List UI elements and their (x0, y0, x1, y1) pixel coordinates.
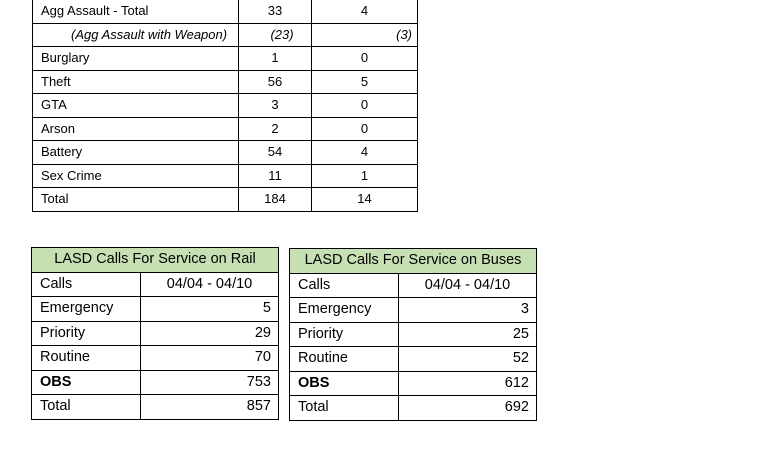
crime-count: 184 (239, 188, 312, 212)
table-row (33, 141, 418, 165)
crime-count: (23) (239, 23, 312, 47)
column-label: Calls (290, 273, 399, 298)
call-type: OBS (32, 370, 141, 395)
call-type: Priority (32, 321, 141, 346)
table-row (32, 370, 279, 395)
rail-calls-table (31, 247, 279, 420)
table-row (290, 273, 537, 298)
table-row (290, 298, 537, 323)
crime-count: 1 (312, 164, 418, 188)
table-row (290, 371, 537, 396)
call-count: 692 (399, 396, 537, 421)
call-type: Emergency (32, 297, 141, 322)
crime-count: 0 (312, 117, 418, 141)
call-type: Routine (32, 346, 141, 371)
table-row (33, 94, 418, 118)
table-row-total (290, 396, 537, 421)
call-type: Routine (290, 347, 399, 372)
crime-category: Theft (33, 70, 239, 94)
call-count: 5 (141, 297, 279, 322)
crime-category: Sex Crime (33, 164, 239, 188)
table-header-row (290, 249, 537, 274)
call-count: 753 (141, 370, 279, 395)
call-type: OBS (290, 371, 399, 396)
table-row (32, 272, 279, 297)
table-row (290, 322, 537, 347)
table-row (32, 297, 279, 322)
call-count: 3 (399, 298, 537, 323)
crime-count: 1 (239, 47, 312, 71)
crime-category: GTA (33, 94, 239, 118)
table-title: LASD Calls For Service on Rail (32, 248, 279, 273)
table-row (33, 70, 418, 94)
crime-count: 4 (312, 141, 418, 165)
crime-count: (3) (312, 23, 418, 47)
crime-count: 5 (312, 70, 418, 94)
table-header-row (32, 248, 279, 273)
crime-count: 2 (239, 117, 312, 141)
crime-category: (Agg Assault with Weapon) (33, 23, 239, 47)
crime-count: 56 (239, 70, 312, 94)
table-row-total (33, 188, 418, 212)
crime-count: 14 (312, 188, 418, 212)
date-range: 04/04 - 04/10 (399, 273, 537, 298)
call-count: 857 (141, 395, 279, 420)
table-row (32, 321, 279, 346)
call-type: Total (290, 396, 399, 421)
table-title: LASD Calls For Service on Buses (290, 249, 537, 274)
table-row (33, 47, 418, 71)
table-row-total (32, 395, 279, 420)
table-row (33, 0, 418, 23)
call-count: 25 (399, 322, 537, 347)
crime-count: 3 (239, 94, 312, 118)
call-count: 52 (399, 347, 537, 372)
call-count: 29 (141, 321, 279, 346)
column-label: Calls (32, 272, 141, 297)
crime-count: 54 (239, 141, 312, 165)
date-range: 04/04 - 04/10 (141, 272, 279, 297)
crime-summary-table (32, 0, 418, 212)
crime-count: 4 (312, 0, 418, 23)
table-row (290, 347, 537, 372)
table-row (33, 23, 418, 47)
crime-count: 33 (239, 0, 312, 23)
crime-count: 0 (312, 47, 418, 71)
call-count: 70 (141, 346, 279, 371)
crime-count: 0 (312, 94, 418, 118)
call-type: Total (32, 395, 141, 420)
call-type: Emergency (290, 298, 399, 323)
call-count: 612 (399, 371, 537, 396)
crime-count: 11 (239, 164, 312, 188)
crime-category: Arson (33, 117, 239, 141)
table-row (33, 117, 418, 141)
bus-calls-table (289, 248, 537, 421)
table-row (32, 346, 279, 371)
call-type: Priority (290, 322, 399, 347)
crime-category: Burglary (33, 47, 239, 71)
crime-category: Total (33, 188, 239, 212)
crime-category: Agg Assault - Total (33, 0, 239, 23)
table-row (33, 164, 418, 188)
crime-category: Battery (33, 141, 239, 165)
